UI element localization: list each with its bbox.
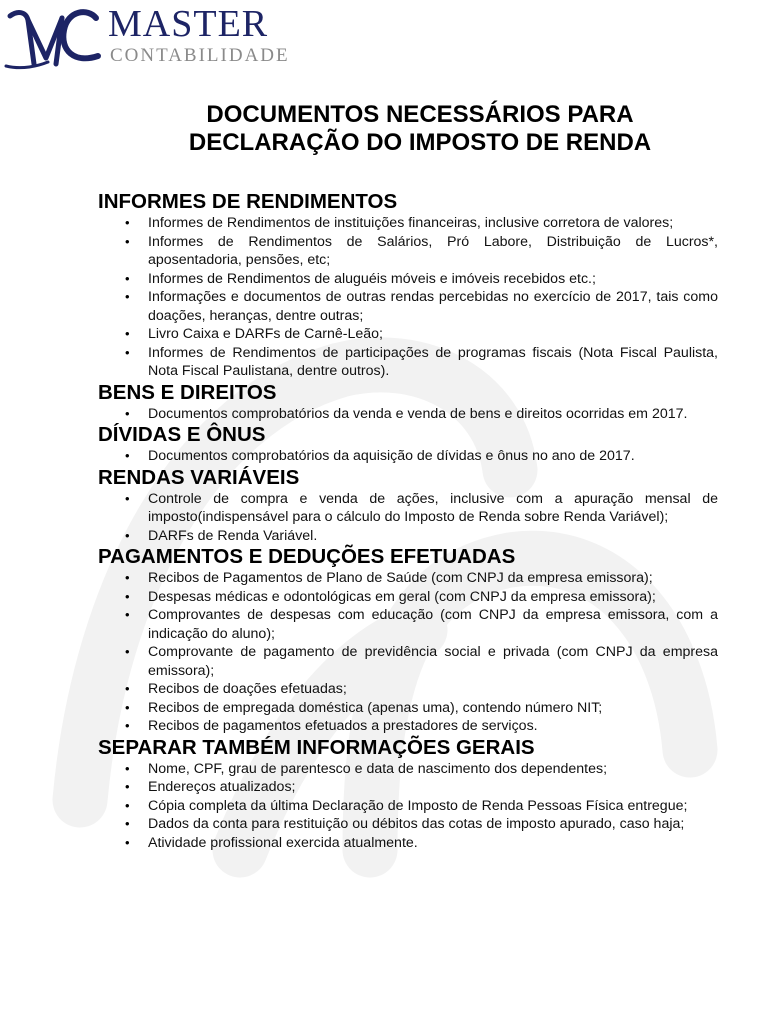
section-title: INFORMES DE RENDIMENTOS [98,190,398,213]
section-informacoes-gerais [98,736,718,853]
section-bens-e-direitos [98,381,718,424]
document-title [100,101,740,157]
section-pagamentos-e-deducoes [98,545,718,736]
list-item: • Comprovantes de despesas com educação (com CNPJ da empresa emissora, com a indicação do aluno); [148,606,718,643]
section-rendas-variaveis [98,466,718,546]
logo-subtitle: CONTABILIDADE [110,45,290,66]
list-item: • Controle de compra e venda de ações, inclusive com a apuração mensal de imposto(indispensável para o cálculo do Imposto de Renda sobre Renda Variável); [148,490,718,527]
list-item: • Recibos de doações efetuadas; [148,680,718,699]
list-item: • Recibos de empregada doméstica (apenas uma), contendo número NIT; [148,699,718,718]
section-dividas-e-onus [98,423,718,466]
list-item: • Atividade profissional exercida atualmente. [148,834,718,853]
list-item: • Recibos de pagamentos efetuados a prestadores de serviços. [148,717,718,736]
section-title: SEPARAR TAMBÉM INFORMAÇÕES GERAIS [98,735,535,759]
title-line-2: DECLARAÇÃO DO IMPOSTO DE RENDA [188,129,652,156]
list-item: • Informes de Rendimentos de Salários, Pró Labore, Distribuição de Lucros*, aposentadoria, pensões, etc; [148,233,718,270]
item-list [98,405,718,424]
item-list [98,569,718,736]
list-item: • Cópia completa da última Declaração de Imposto de Renda Pessoas Física entregue; [148,797,718,816]
list-item: • Despesas médicas e odontológicas em geral (com CNPJ da empresa emissora); [148,588,718,607]
company-logo [4,2,304,72]
list-item: • Documentos comprobatórios da venda e venda de bens e direitos ocorridas em 2017. [148,405,718,424]
logo-name: MASTER [108,3,269,45]
list-item: • Nome, CPF, grau de parentesco e data de nascimento dos dependentes; [148,760,718,779]
list-item: • Informes de Rendimentos de participações de programas fiscais (Nota Fiscal Paulista, Nota Fiscal Paulistana, dentre outros). [148,344,718,381]
list-item: • Livro Caixa e DARFs de Carnê-Leão; [148,325,718,344]
item-list [98,490,718,546]
list-item: • Informes de Rendimentos de aluguéis móveis e imóveis recebidos etc.; [148,270,718,289]
list-item: • Endereços atualizados; [148,778,718,797]
title-line-1: DOCUMENTOS NECESSÁRIOS PARA [206,101,634,128]
list-item: • DARFs de Renda Variável. [148,527,718,546]
list-item: • Dados da conta para restituição ou débitos das cotas de imposto apurado, caso haja; [148,815,718,834]
list-item: • Informes de Rendimentos de instituições financeiras, inclusive corretora de valores; [148,214,718,233]
mc-monogram-icon [4,2,104,72]
list-item: • Recibos de Pagamentos de Plano de Saúde (com CNPJ da empresa emissora); [148,569,718,588]
section-title: PAGAMENTOS E DEDUÇÕES EFETUADAS [98,545,516,568]
section-title: BENS E DIREITOS [98,380,277,404]
item-list [98,760,718,853]
item-list [98,447,718,466]
document-body [98,190,718,852]
list-item: • Comprovante de pagamento de previdência social e privada (com CNPJ da empresa emissora); [148,643,718,680]
list-item: • Documentos comprobatórios da aquisição de dívidas e ônus no ano de 2017. [148,447,718,466]
list-item: • Informações e documentos de outras rendas percebidas no exercício de 2017, tais como doações, heranças, dentre outras; [148,288,718,325]
section-title: RENDAS VARIÁVEIS [98,465,300,489]
section-informes-de-rendimentos [98,190,718,381]
item-list [98,214,718,381]
section-title: DÍVIDAS E ÔNUS [98,423,266,446]
